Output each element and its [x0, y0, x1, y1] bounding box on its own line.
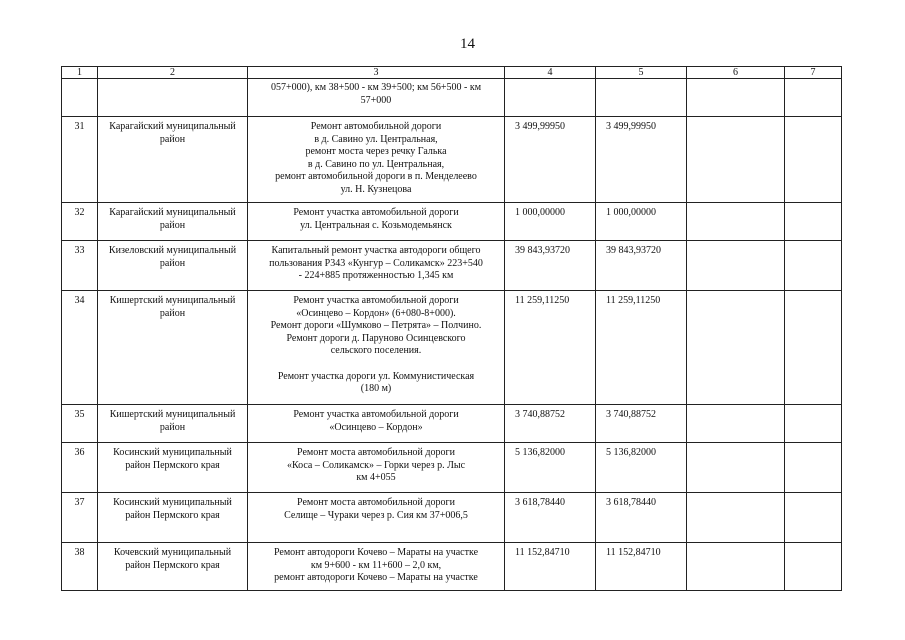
amount-cell: 11 259,11250 [505, 291, 596, 405]
row-number: 36 [62, 443, 98, 493]
district-cell [98, 405, 248, 443]
work-description-cell: Ремонт автодороги Кочево – Мараты на участке км 9+600 - км 11+600 – 2,0 км, ремонт автодороги Кочево – Мараты на участке [248, 543, 505, 591]
district-name: Карагайский муниципальный район [109, 121, 236, 145]
page-number: 14 [460, 36, 475, 52]
empty-cell [785, 405, 842, 443]
table-row [62, 117, 842, 203]
district-cell [98, 493, 248, 543]
table-row [62, 405, 842, 443]
header-cell: 1 [62, 67, 98, 79]
amount-cell: 1 000,00000 [505, 203, 596, 241]
empty-cell [687, 241, 785, 291]
district-cell [98, 117, 248, 203]
empty-cell [687, 543, 785, 591]
work-description-cell: Ремонт участка автомобильной дороги ул. Центральная с. Козьмодемьянск [248, 203, 505, 241]
row-number: 32 [62, 203, 98, 241]
empty-cell [785, 79, 842, 117]
amount-cell: 11 152,84710 [505, 543, 596, 591]
amount-cell: 39 843,93720 [596, 241, 687, 291]
empty-cell [687, 493, 785, 543]
table-row [62, 79, 842, 117]
empty-cell [785, 117, 842, 203]
table-row [62, 493, 842, 543]
row-number: 38 [62, 543, 98, 591]
table-row [62, 291, 842, 405]
district-cell [98, 203, 248, 241]
amount-cell: 3 499,99950 [505, 117, 596, 203]
district-name: Косинский муниципальный район Пермского края [113, 447, 232, 471]
header-cell: 7 [785, 67, 842, 79]
district-name: Кишертский муниципальный район [109, 409, 236, 433]
header-cell: 4 [505, 67, 596, 79]
empty-cell [785, 493, 842, 543]
district-cell [98, 443, 248, 493]
work-description-cell: Ремонт участка автомобильной дороги «Осинцево – Кордон» [248, 405, 505, 443]
amount-cell: 5 136,82000 [505, 443, 596, 493]
row-number: 34 [62, 291, 98, 405]
amount-cell: 3 499,99950 [596, 117, 687, 203]
work-description-cell: Ремонт автомобильной дороги в д. Савино ул. Центральная, ремонт моста через речку Галька в д. Савино по ул. Центральная, ремонт автомобильной дороги в п. Менделеево ул. Н. Кузнецова [248, 117, 505, 203]
column-number-row [62, 67, 842, 79]
row-number: 33 [62, 241, 98, 291]
district-cell [98, 291, 248, 405]
amount-cell: 3 740,88752 [596, 405, 687, 443]
table-row [62, 543, 842, 591]
district-cell [98, 241, 248, 291]
table-row [62, 443, 842, 493]
amount-cell [596, 79, 687, 117]
road-repair-table [61, 66, 842, 591]
work-description-cell: Ремонт моста автомобильной дороги «Коса – Соликамск» – Горки через р. Лыс км 4+055 [248, 443, 505, 493]
work-description-cell: 057+000), км 38+500 - км 39+500; км 56+500 - км 57+000 [248, 79, 505, 117]
empty-cell [687, 443, 785, 493]
district-name: Карагайский муниципальный район [109, 207, 236, 231]
work-description-cell: Капитальный ремонт участка автодороги общего пользования Р343 «Кунгур – Соликамск» 223+540 - 224+885 протяженностью 1,345 км [248, 241, 505, 291]
district-name: Кочевский муниципальный район Пермского края [113, 547, 232, 571]
empty-cell [785, 241, 842, 291]
amount-cell: 5 136,82000 [596, 443, 687, 493]
amount-cell [505, 79, 596, 117]
empty-cell [687, 203, 785, 241]
district-name: Кишертский муниципальный район [109, 295, 236, 319]
empty-cell [785, 443, 842, 493]
table-row [62, 241, 842, 291]
amount-cell: 11 259,11250 [596, 291, 687, 405]
row-number: 37 [62, 493, 98, 543]
amount-cell: 3 740,88752 [505, 405, 596, 443]
amount-cell: 11 152,84710 [596, 543, 687, 591]
row-number [62, 79, 98, 117]
header-cell: 5 [596, 67, 687, 79]
empty-cell [687, 117, 785, 203]
empty-cell [785, 291, 842, 405]
district-name: Косинский муниципальный район Пермского края [113, 497, 232, 521]
header-cell: 2 [98, 67, 248, 79]
district-name: Кизеловский муниципальный район [108, 245, 237, 269]
empty-cell [687, 405, 785, 443]
work-description-cell: Ремонт моста автомобильной дороги Селище – Чураки через р. Сия км 37+006,5 [248, 493, 505, 543]
empty-cell [785, 543, 842, 591]
empty-cell [687, 79, 785, 117]
district-cell [98, 79, 248, 117]
table-row [62, 203, 842, 241]
amount-cell: 39 843,93720 [505, 241, 596, 291]
district-cell [98, 543, 248, 591]
amount-cell: 3 618,78440 [505, 493, 596, 543]
empty-cell [687, 291, 785, 405]
empty-cell [785, 203, 842, 241]
amount-cell: 1 000,00000 [596, 203, 687, 241]
row-number: 35 [62, 405, 98, 443]
work-description-cell: Ремонт участка автомобильной дороги «Осинцево – Кордон» (6+080-8+000). Ремонт дороги «Шумково – Петрята» – Полчино. Ремонт дороги д. Паруново Осинцевского сельского поселения. Ремонт участка дороги ул. Коммунистическая (180 м) [248, 291, 505, 405]
row-number: 31 [62, 117, 98, 203]
header-cell: 3 [248, 67, 505, 79]
header-cell: 6 [687, 67, 785, 79]
amount-cell: 3 618,78440 [596, 493, 687, 543]
